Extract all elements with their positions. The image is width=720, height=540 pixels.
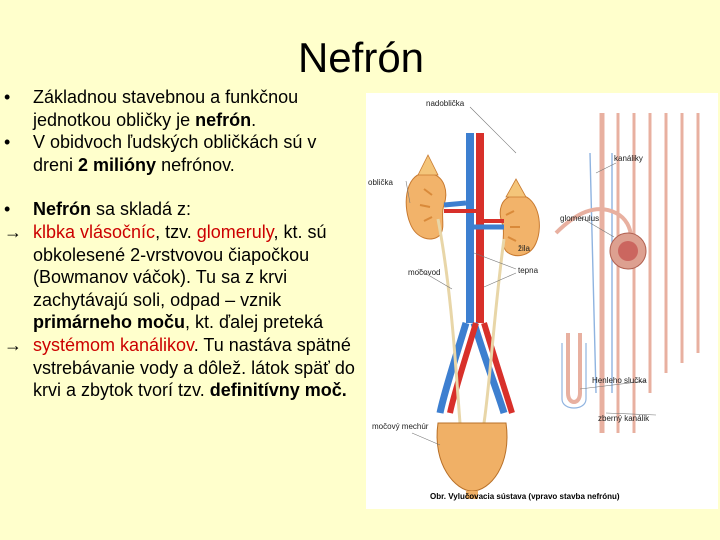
arrow-item-kanaliky: → systémom kanálikov. Tu nastáva spätné vstrebávanie vody a dôlež. látok späť do krvi a zbytok tvorí tzv. definitívny moč. [4, 334, 355, 401]
label-kanaliky: kanáliky [614, 154, 643, 163]
label-glomerulus: glomerulus [560, 214, 600, 223]
arrow-item-glomerulus: → klbka vlásočníc, tzv. glomeruly, kt. sú obkolesené 2-vrstvovou čiapočkou (Bowmanov váčok). Tu sa z krvi zachytávajú soli, odpad – vznik primárneho moču, kt. ďalej preteká [4, 221, 327, 333]
arrow-marker: → [4, 221, 22, 242]
vena-cava [466, 133, 474, 323]
urinary-system-illustration [366, 93, 718, 509]
urinary-bladder [437, 423, 507, 491]
bullet-marker: • [4, 87, 11, 107]
label-zila: žila [518, 244, 531, 253]
label-nadoblicka: nadoblička [426, 99, 465, 108]
bullet-marker: • [4, 132, 11, 153]
bullet-item-2: • V obidvoch ľudských obličkách sú v dreni 2 milióny nefrónov. [4, 132, 317, 175]
bullet-item-1: • Základnou stavebnou a funkčnou jednotkou obličky je nefrón. [4, 87, 299, 130]
bullet-item-3: • Nefrón sa skladá z: [4, 199, 192, 220]
label-mocovod: močovod [408, 268, 441, 277]
adrenal-gland-left [418, 155, 438, 175]
bullet-marker: • [4, 199, 11, 220]
slide-title: Nefrón [297, 34, 425, 81]
label-henleho-slucka: Henleho slučka [592, 376, 647, 385]
arrow-marker: → [4, 334, 22, 355]
urinary-system-figure [366, 93, 718, 509]
loop-of-henle [568, 333, 580, 402]
label-tepna: tepna [518, 266, 539, 275]
adrenal-gland-right [506, 179, 526, 197]
label-mocovy-mechur: močový mechúr [372, 422, 429, 431]
bullet-list [4, 86, 360, 402]
label-oblicka: oblička [368, 178, 393, 187]
label-zberny-kanalik: zberný kanálik [598, 414, 650, 423]
figure-caption: Obr. Vylučovacia sústava (vpravo stavba nefrónu) [430, 492, 620, 501]
